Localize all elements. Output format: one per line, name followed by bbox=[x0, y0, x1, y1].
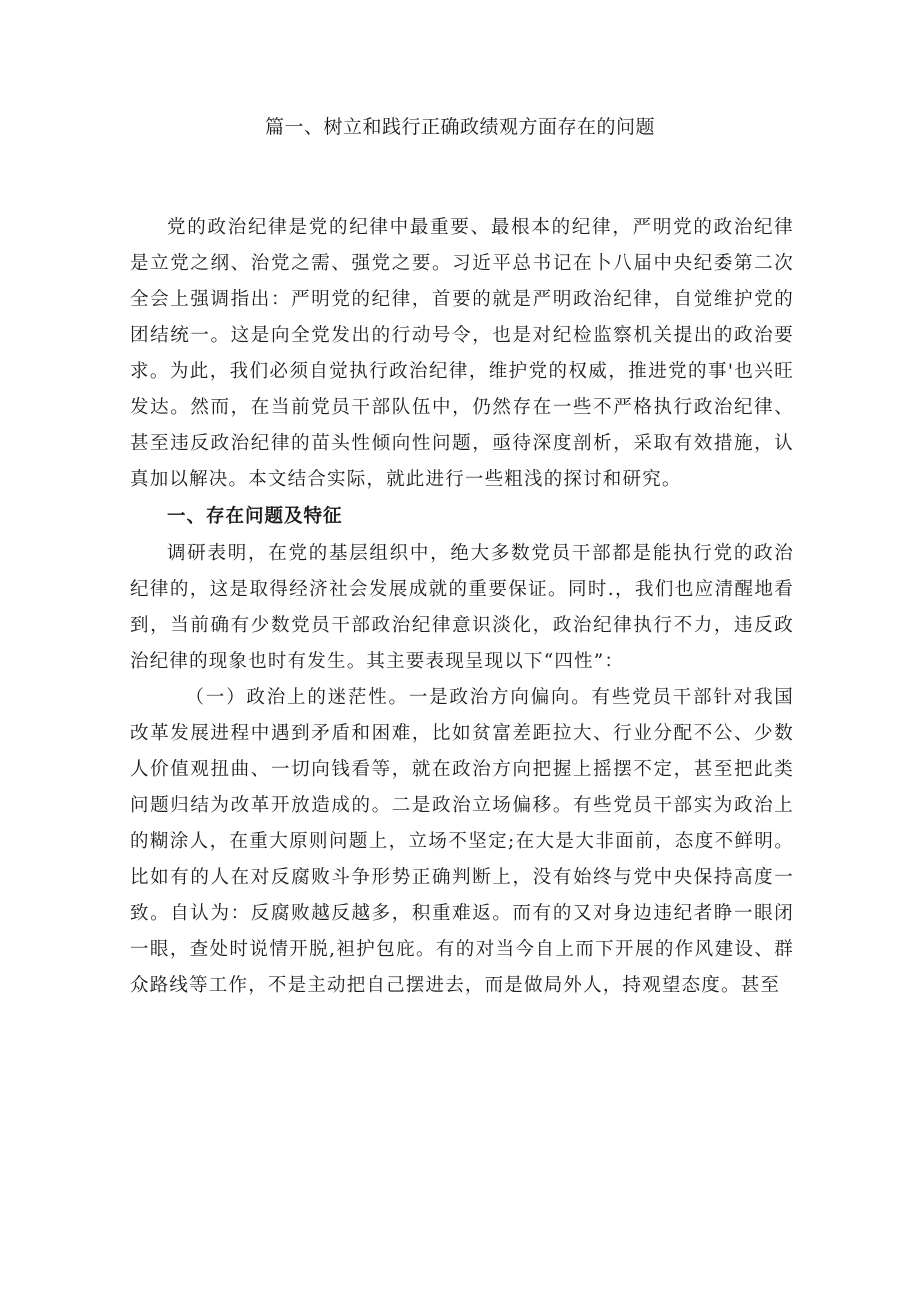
section-paragraph: 调研表明，在党的基层组织中，绝大多数党员干部都是能执行党的政治纪律的，这是取得经济社会发展成就的重要保证。同时.，我们也应清醒地看到，当前确有少数党员干部政治纪律意识淡化，政治纪律执行不力，违反政治纪律的现象也时有发生。其主要表现呈现以下“四性”： bbox=[130, 543, 794, 672]
document-body bbox=[130, 210, 794, 1004]
section-heading: 一、存在问题及特征 bbox=[167, 506, 343, 527]
document-title: 篇一、树立和践行正确政绩观方面存在的问题 bbox=[264, 116, 655, 138]
intro-paragraph: 党的政治纪律是党的纪律中最重要、最根本的纪律，严明党的政治纪律是立党之纲、治党之需、强党之要。习近平总书记在卜八届中央纪委第二次全会上强调指出：严明党的纪律，首要的就是严明政治纪律，自觉维护党的团结统一。这是向全党发出的行动号令，也是对纪检监察机关提出的政治要求。为此，我们必须自觉执行政治纪律，维护党的权威，推进党的事'也兴旺发达。然而，在当前党员干部队伍中，仍然存在一些不严格执行政治纪律、甚至违反政治纪律的苗头性倾向性问题，亟待深度剖析，采取有效措施，认真加以解决。本文结合实际，就此进行一些粗浅的探讨和研究。 bbox=[130, 217, 794, 490]
subsection-paragraph: （一）政治上的迷茫性。一是政治方向偏向。有些党员干部针对我国改革发展进程中遇到矛盾和困难，比如贫富差距拉大、行业分配不公、少数人价值观扭曲、一切向钱看等，就在政治方向把握上摇摆不定，甚至把此类问题归结为改革开放造成的。二是政治立场偏移。有些党员干部实为政治上的糊涂人，在重大原则问题上，立场不坚定;在大是大非面前，态度不鲜明。比如有的人在对反腐败斗争形势正确判断上，没有始终与党中央保持高度一致。自认为：反腐败越反越多，积重难返。而有的又对身边违纪者睁一眼闭一眼，查处时说情开脱,袒护包庇。有的对当今自上而下开展的作风建设、群众路线等工作，不是主动把自己摆进去，而是做局外人，持观望态度。甚至 bbox=[130, 687, 794, 996]
